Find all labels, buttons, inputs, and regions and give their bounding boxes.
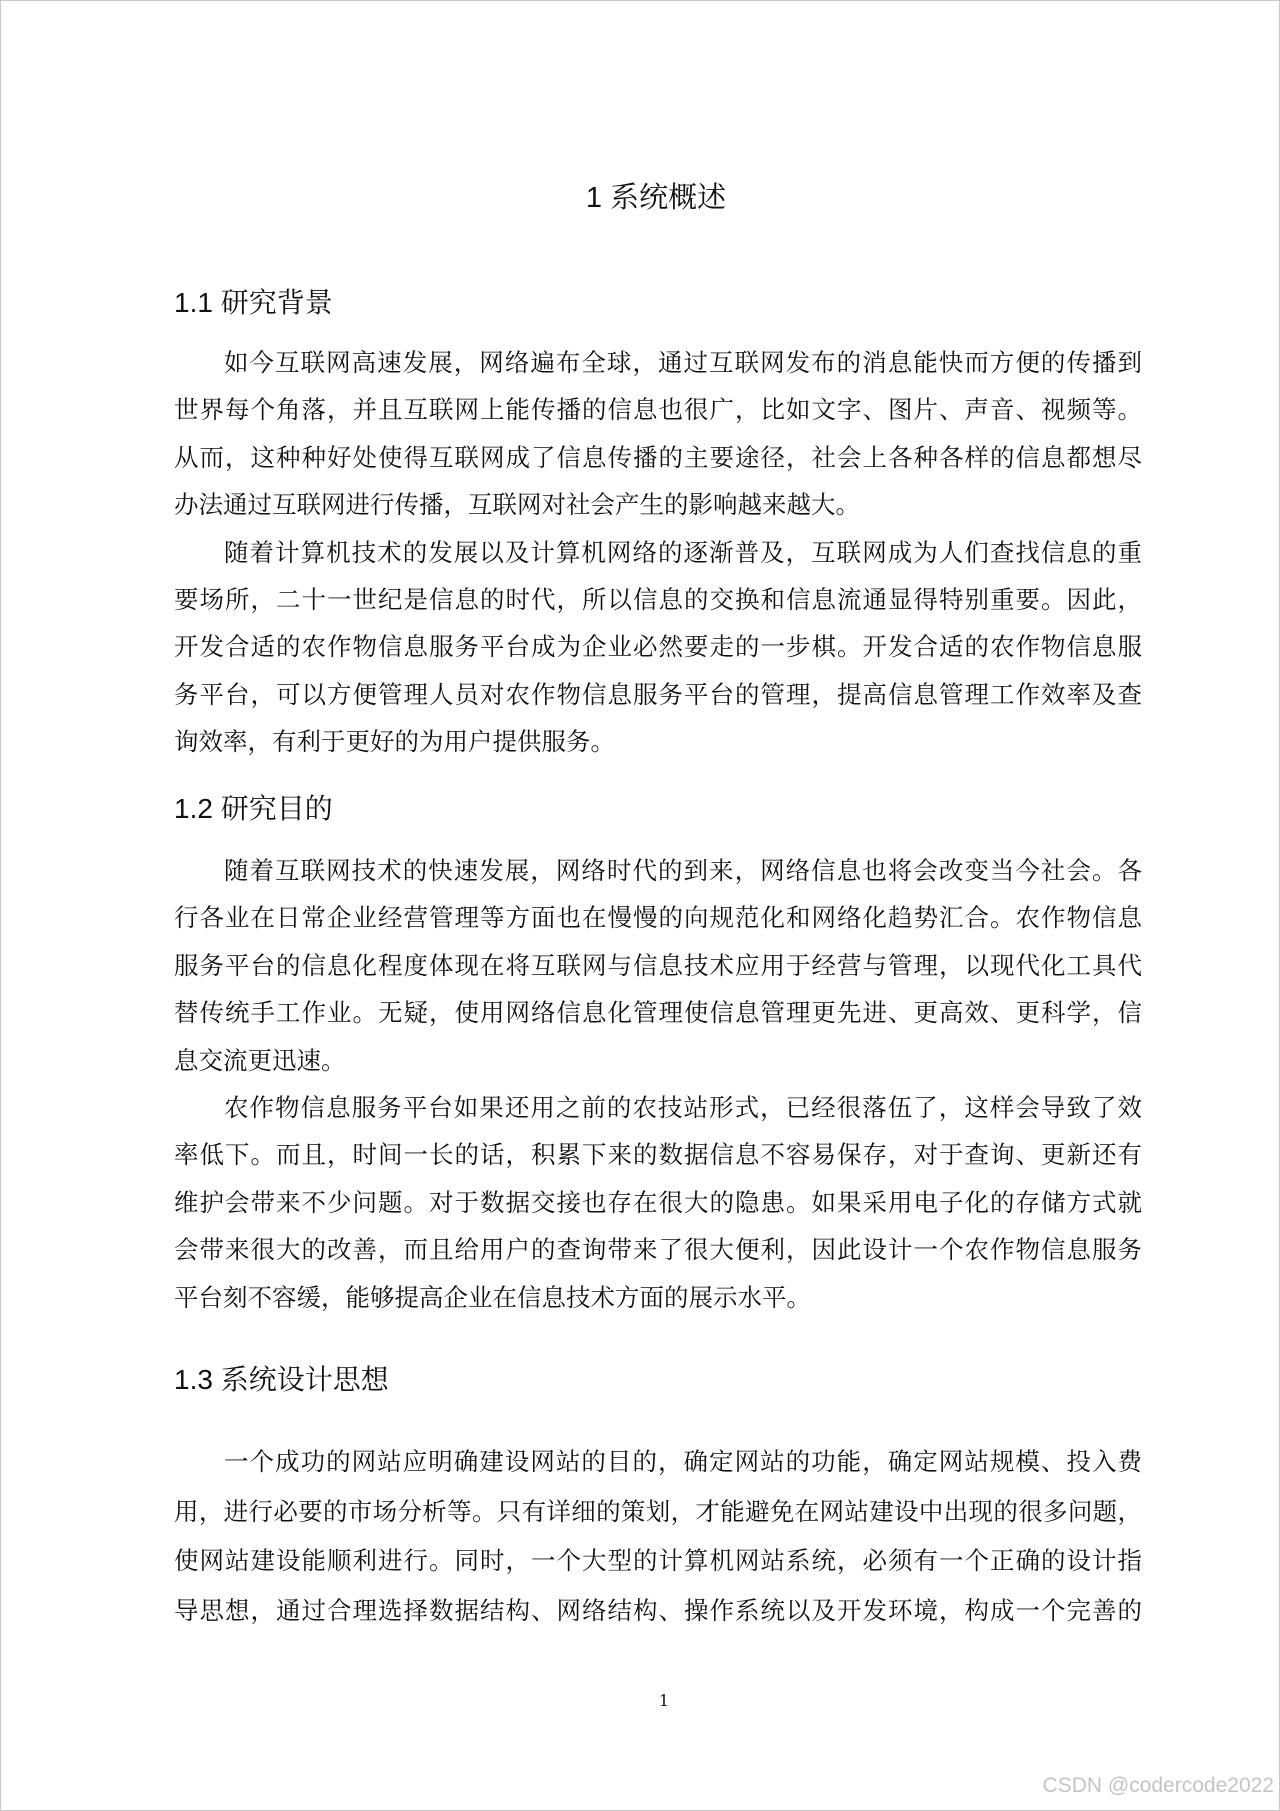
text-line: 从而，这种种好处使得互联网成了信息传播的主要途径，社会上各种各样的信息都想尽	[174, 442, 1142, 472]
text-line: 农作物信息服务平台如果还用之前的农技站形式，已经很落伍了，这样会导致了效	[224, 1092, 1142, 1122]
text-line: 随着计算机技术的发展以及计算机网络的逐渐普及，互联网成为人们查找信息的重	[224, 537, 1142, 567]
text-line: 息交流更迅速。	[174, 1045, 346, 1075]
text-line: 开发合适的农作物信息服务平台成为企业必然要走的一步棋。开发合适的农作物信息服	[174, 632, 1142, 662]
text-line: 导思想，通过合理选择数据结构、网络结构、操作系统以及开发环境，构成一个完善的	[174, 1595, 1142, 1625]
text-line: 要场所，二十一世纪是信息的时代，所以信息的交换和信息流通显得特别重要。因此，	[174, 584, 1142, 614]
text-line: 用，进行必要的市场分析等。只有详细的策划，才能避免在网站建设中出现的很多问题，	[174, 1496, 1142, 1526]
text-line: 平台刻不容缓，能够提高企业在信息技术方面的展示水平。	[174, 1282, 811, 1312]
text-line: 世界每个角落，并且互联网上能传播的信息也很广，比如文字、图片、声音、视频等。	[174, 395, 1142, 425]
text-line: 随着互联网技术的快速发展，网络时代的到来，网络信息也将会改变当今社会。各	[224, 856, 1142, 885]
text-line: 询效率，有利于更好的为用户提供服务。	[174, 727, 615, 757]
text-line: 使网站建设能顺利进行。同时，一个大型的计算机网站系统，必须有一个正确的设计指	[174, 1546, 1142, 1576]
text-line: 一个成功的网站应明确建设网站的目的，确定网站的功能，确定网站规模、投入费	[224, 1447, 1142, 1476]
text-line: 会带来很大的改善，而且给用户的查询带来了很大便利，因此设计一个农作物信息服务	[174, 1235, 1142, 1265]
text-line: 替传统手工作业。无疑，使用网络信息化管理使信息管理更先进、更高效、更科学，信	[174, 998, 1142, 1028]
text-line: 维护会带来不少问题。对于数据交接也存在很大的隐患。如果采用电子化的存储方式就	[174, 1187, 1142, 1217]
paragraph	[174, 339, 1142, 766]
section-heading-1-3: 1.3 系统设计思想	[174, 1364, 389, 1395]
paragraph	[174, 847, 1142, 1321]
chapter-title: 1 系统概述	[585, 182, 727, 214]
section-heading-1-1: 1.1 研究背景	[174, 287, 333, 318]
page-number: 1	[658, 1691, 670, 1710]
text-line: 如今互联网高速发展，网络遍布全球，通过互联网发布的消息能快而方便的传播到	[224, 348, 1142, 377]
text-line: 率低下。而且，时间一长的话，积累下来的数据信息不容易保存，对于查询、更新还有	[174, 1140, 1142, 1170]
text-line: 服务平台的信息化程度体现在将互联网与信息技术应用于经营与管理，以现代化工具代	[174, 950, 1142, 980]
section-heading-1-2: 1.2 研究目的	[174, 793, 333, 824]
text-line: 办法通过互联网进行传播，互联网对社会产生的影响越来越大。	[174, 490, 860, 520]
text-line: 务平台，可以方便管理人员对农作物信息服务平台的管理，提高信息管理工作效率及查	[174, 679, 1142, 709]
paragraph	[174, 1437, 1142, 1635]
watermark: CSDN @codercode2022	[1042, 1774, 1274, 1797]
text-line: 行各业在日常企业经营管理等方面也在慢慢的向规范化和网络化趋势汇合。农作物信息	[174, 903, 1142, 933]
